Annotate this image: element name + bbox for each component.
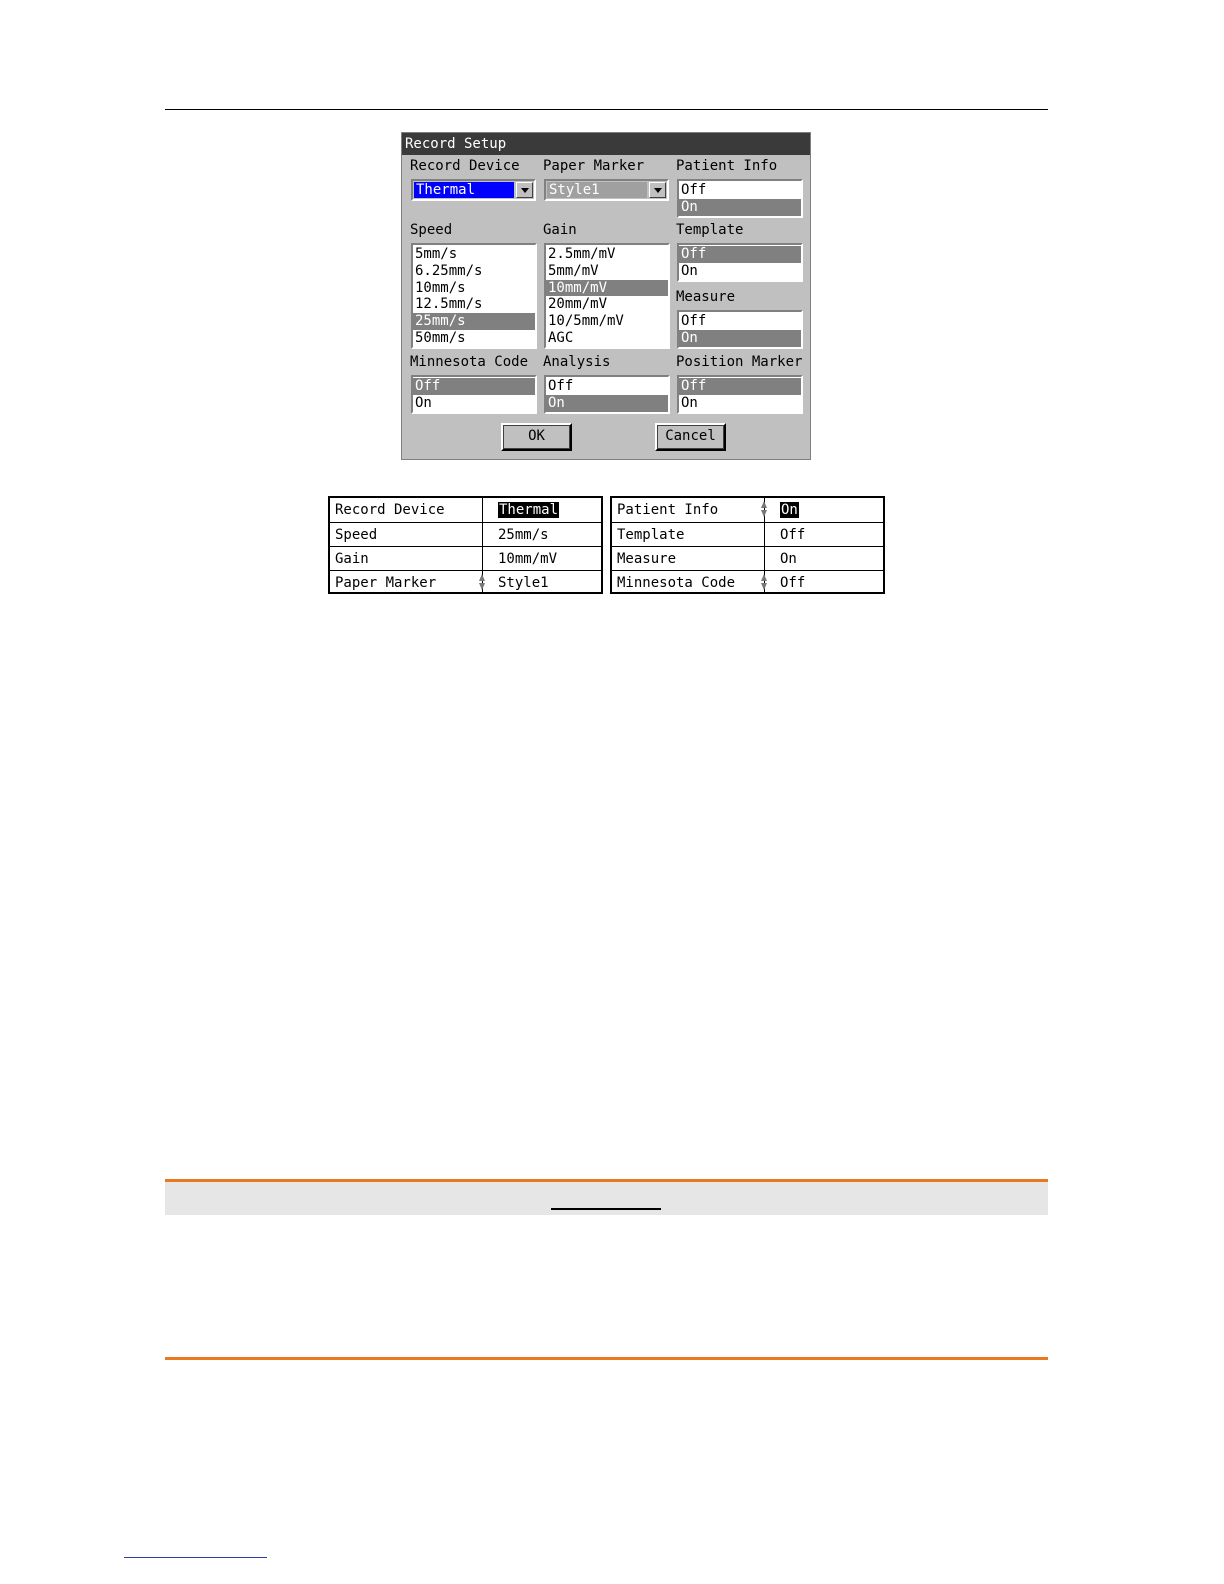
note-title-underline xyxy=(551,1208,661,1210)
speed-option[interactable]: 5mm/s xyxy=(415,246,458,262)
table-row xyxy=(612,570,883,594)
minnesota-code-label: Minnesota Code xyxy=(410,354,529,370)
record-device-label: Record Device xyxy=(410,158,520,174)
template-option-off[interactable]: Off xyxy=(679,246,801,263)
setting-name: Template xyxy=(617,527,685,543)
setting-value[interactable]: 25mm/s xyxy=(498,527,549,543)
settings-summary-left xyxy=(328,496,603,594)
table-row xyxy=(612,522,883,546)
setting-name: Minnesota Code xyxy=(617,575,736,591)
note-bottom-rule xyxy=(165,1357,1048,1360)
template-option-on[interactable]: On xyxy=(681,262,698,279)
paper-marker-select[interactable] xyxy=(544,179,669,201)
gain-option[interactable]: 5mm/mV xyxy=(548,262,599,279)
record-device-select[interactable] xyxy=(411,179,536,201)
minnesota-code-option-off[interactable]: Off xyxy=(413,378,535,395)
patient-info-list[interactable] xyxy=(677,179,803,218)
measure-list[interactable] xyxy=(677,310,803,349)
gain-option[interactable]: 10/5mm/mV xyxy=(548,313,624,330)
record-setup-dialog xyxy=(401,132,811,460)
setting-value[interactable]: Off xyxy=(780,575,806,591)
table-row xyxy=(330,546,601,570)
gain-list[interactable] xyxy=(544,243,670,349)
speed-option-selected[interactable]: 25mm/s xyxy=(413,313,535,330)
speed-list[interactable] xyxy=(411,243,537,349)
paper-marker-label: Paper Marker xyxy=(543,158,645,174)
gain-label: Gain xyxy=(543,222,577,238)
setting-value[interactable]: Style1 xyxy=(498,575,549,591)
measure-option-on[interactable]: On xyxy=(679,330,801,347)
speed-option[interactable]: 12.5mm/s xyxy=(415,296,483,313)
table-row xyxy=(612,498,883,522)
table-row xyxy=(330,498,601,522)
scroll-updown-icon[interactable] xyxy=(761,501,767,518)
table-row xyxy=(330,570,601,594)
position-marker-option-off[interactable]: Off xyxy=(679,378,801,395)
setting-name: Gain xyxy=(335,551,369,567)
setting-value[interactable]: 10mm/mV xyxy=(498,551,558,567)
measure-label: Measure xyxy=(676,289,736,305)
position-marker-list[interactable] xyxy=(677,375,803,414)
setting-value[interactable]: Off xyxy=(780,527,806,543)
patient-info-option-on[interactable]: On xyxy=(679,199,801,216)
gain-option-selected[interactable]: 10mm/mV xyxy=(546,280,668,297)
analysis-label: Analysis xyxy=(543,354,611,370)
minnesota-code-option-on[interactable]: On xyxy=(415,394,432,411)
note-header-band xyxy=(165,1182,1048,1215)
setting-name: Measure xyxy=(617,551,677,567)
setting-value-highlighted[interactable]: Thermal xyxy=(499,502,559,518)
page-header-rule xyxy=(165,109,1048,110)
setting-name: Record Device xyxy=(335,502,445,518)
speed-option[interactable]: 50mm/s xyxy=(415,329,466,346)
setting-value[interactable]: On xyxy=(780,551,797,567)
gain-option[interactable]: 2.5mm/mV xyxy=(548,246,616,262)
analysis-list[interactable] xyxy=(544,375,670,414)
table-row xyxy=(612,546,883,570)
speed-label: Speed xyxy=(410,222,453,238)
gain-option[interactable]: 20mm/mV xyxy=(548,296,608,313)
measure-option-off[interactable]: Off xyxy=(681,313,707,329)
cancel-button[interactable]: Cancel xyxy=(655,423,726,451)
setting-name: Patient Info xyxy=(617,502,719,518)
dialog-title: Record Setup xyxy=(402,133,810,155)
settings-summary-right xyxy=(610,496,885,594)
scroll-updown-icon[interactable] xyxy=(761,574,767,591)
paper-marker-value: Style1 xyxy=(547,182,647,198)
gain-option[interactable]: AGC xyxy=(548,329,574,346)
patient-info-label: Patient Info xyxy=(676,158,778,174)
minnesota-code-list[interactable] xyxy=(411,375,537,414)
position-marker-label: Position Marker xyxy=(676,354,803,370)
record-device-chevron-down-icon[interactable] xyxy=(516,182,533,198)
template-list[interactable] xyxy=(677,243,803,282)
setting-name: Speed xyxy=(335,527,378,543)
paper-marker-chevron-down-icon[interactable] xyxy=(649,182,666,198)
setting-name: Paper Marker xyxy=(335,575,437,591)
scroll-updown-icon[interactable] xyxy=(479,574,485,591)
position-marker-option-on[interactable]: On xyxy=(681,394,698,411)
template-label: Template xyxy=(676,222,744,238)
analysis-option-off[interactable]: Off xyxy=(548,378,574,394)
footer-link-underline xyxy=(124,1557,267,1558)
analysis-option-on[interactable]: On xyxy=(546,395,668,412)
speed-option[interactable]: 10mm/s xyxy=(415,279,466,296)
setting-value-highlighted[interactable]: On xyxy=(781,502,798,518)
ok-button[interactable]: OK xyxy=(501,423,572,451)
table-row xyxy=(330,522,601,546)
patient-info-option-off[interactable]: Off xyxy=(681,182,707,198)
speed-option[interactable]: 6.25mm/s xyxy=(415,262,483,279)
record-device-value: Thermal xyxy=(414,182,514,198)
